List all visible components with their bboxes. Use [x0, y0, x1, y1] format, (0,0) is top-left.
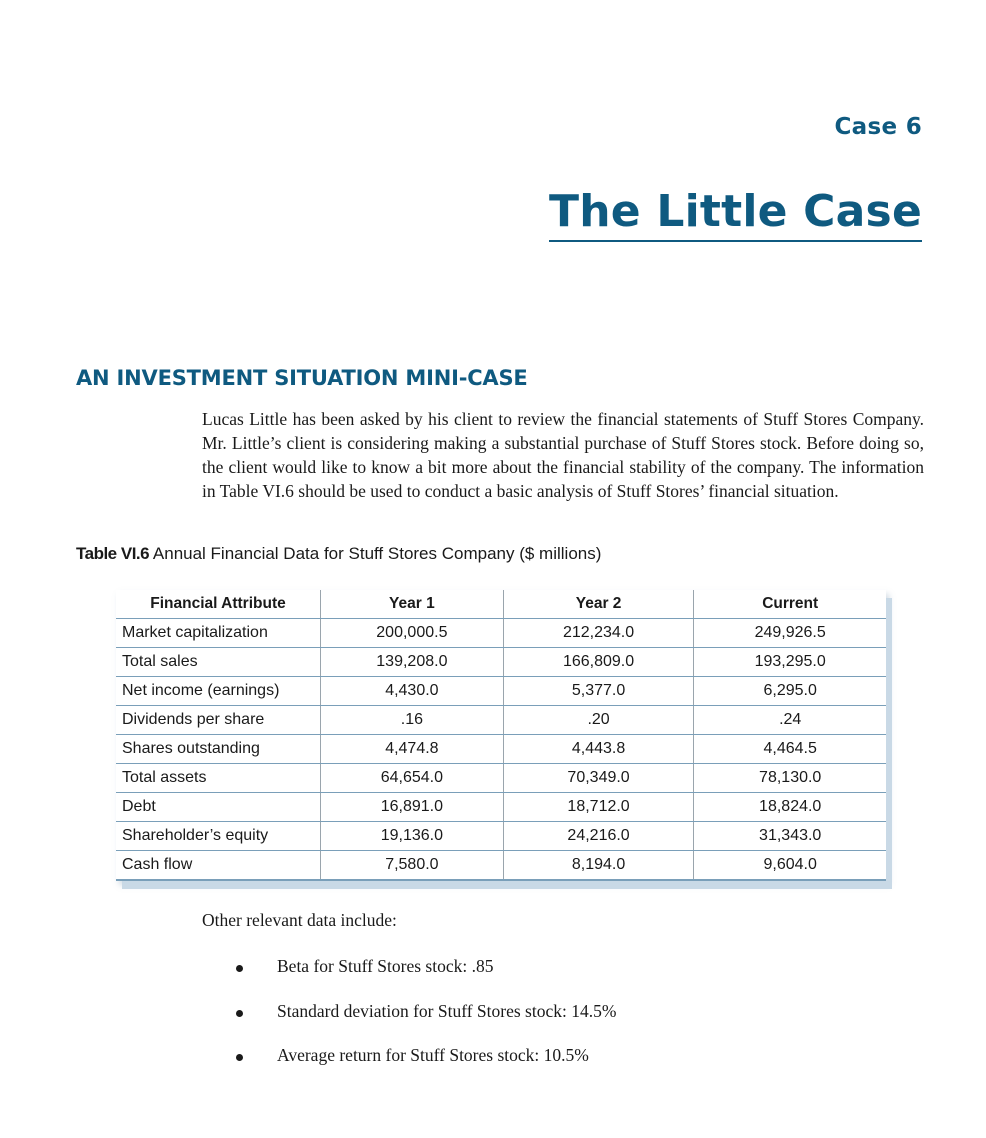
table-cell: 31,343.0 [694, 822, 886, 851]
table-cell: .24 [694, 706, 886, 735]
row-label: Shares outstanding [116, 735, 321, 764]
table-row [116, 793, 886, 822]
table-cell: 18,712.0 [503, 793, 694, 822]
row-label: Total assets [116, 764, 321, 793]
intro-paragraph: Lucas Little has been asked by his client to review the financial statements of Stuff Stores Company. Mr. Little’s client is considering making a substantial purchase of Stuff Stores stock. Before doing so, the client would like to know a bit more about the financial stability of the company. The information in Table VI.6 should be used to conduct a basic analysis of Stuff Stores’ financial situation. [202, 409, 924, 501]
list-item-text: Average return for Stuff Stores stock: 10.5% [277, 1045, 589, 1065]
table-cell: 78,130.0 [694, 764, 886, 793]
table-row [116, 619, 886, 648]
section-heading: AN INVESTMENT SITUATION MINI-CASE [76, 366, 528, 390]
page-title: The Little Case [549, 186, 922, 237]
table-cell: 4,443.8 [503, 735, 694, 764]
table-row [116, 764, 886, 793]
financial-table-container [116, 590, 886, 881]
column-header: Year 1 [321, 590, 504, 619]
column-header: Financial Attribute [116, 590, 321, 619]
bullet-icon [236, 1054, 243, 1061]
row-label: Debt [116, 793, 321, 822]
row-label: Market capitalization [116, 619, 321, 648]
bullet-icon [236, 1010, 243, 1017]
row-label: Net income (earnings) [116, 677, 321, 706]
table-row [116, 706, 886, 735]
table-number: Table VI.6 [76, 544, 150, 563]
table-cell: 139,208.0 [321, 648, 504, 677]
table-cell: 4,474.8 [321, 735, 504, 764]
table-cell: 212,234.0 [503, 619, 694, 648]
column-header: Year 2 [503, 590, 694, 619]
table-cell: 4,464.5 [694, 735, 886, 764]
row-label: Cash flow [116, 851, 321, 881]
table-cell: 193,295.0 [694, 648, 886, 677]
table-cell: 64,654.0 [321, 764, 504, 793]
financial-data-table [116, 590, 886, 881]
table-cell: 8,194.0 [503, 851, 694, 881]
table-header-row [116, 590, 886, 619]
column-header: Current [694, 590, 886, 619]
table-cell: 166,809.0 [503, 648, 694, 677]
row-label: Dividends per share [116, 706, 321, 735]
case-number: Case 6 [834, 114, 922, 140]
bullet-icon [236, 965, 243, 972]
table-row [116, 851, 886, 881]
other-data-intro: Other relevant data include: [202, 910, 397, 930]
table-cell: 9,604.0 [694, 851, 886, 881]
table-cell: 7,580.0 [321, 851, 504, 881]
table-cell: 6,295.0 [694, 677, 886, 706]
table-row [116, 735, 886, 764]
table-caption-text: Annual Financial Data for Stuff Stores Company ($ millions) [149, 544, 602, 563]
table-row [116, 677, 886, 706]
table-cell: 16,891.0 [321, 793, 504, 822]
table-cell: 5,377.0 [503, 677, 694, 706]
table-caption [76, 544, 601, 564]
list-item-text: Beta for Stuff Stores stock: .85 [277, 956, 494, 976]
table-cell: .16 [321, 706, 504, 735]
table-cell: 70,349.0 [503, 764, 694, 793]
table-row [116, 822, 886, 851]
row-label: Total sales [116, 648, 321, 677]
table-row [116, 648, 886, 677]
table-cell: 24,216.0 [503, 822, 694, 851]
row-label: Shareholder’s equity [116, 822, 321, 851]
table-cell: 249,926.5 [694, 619, 886, 648]
table-cell: 19,136.0 [321, 822, 504, 851]
table-cell: 18,824.0 [694, 793, 886, 822]
table-cell: 200,000.5 [321, 619, 504, 648]
table-cell: .20 [503, 706, 694, 735]
title-underline [549, 186, 922, 242]
list-item-text: Standard deviation for Stuff Stores stock: 14.5% [277, 1000, 617, 1021]
table-cell: 4,430.0 [321, 677, 504, 706]
